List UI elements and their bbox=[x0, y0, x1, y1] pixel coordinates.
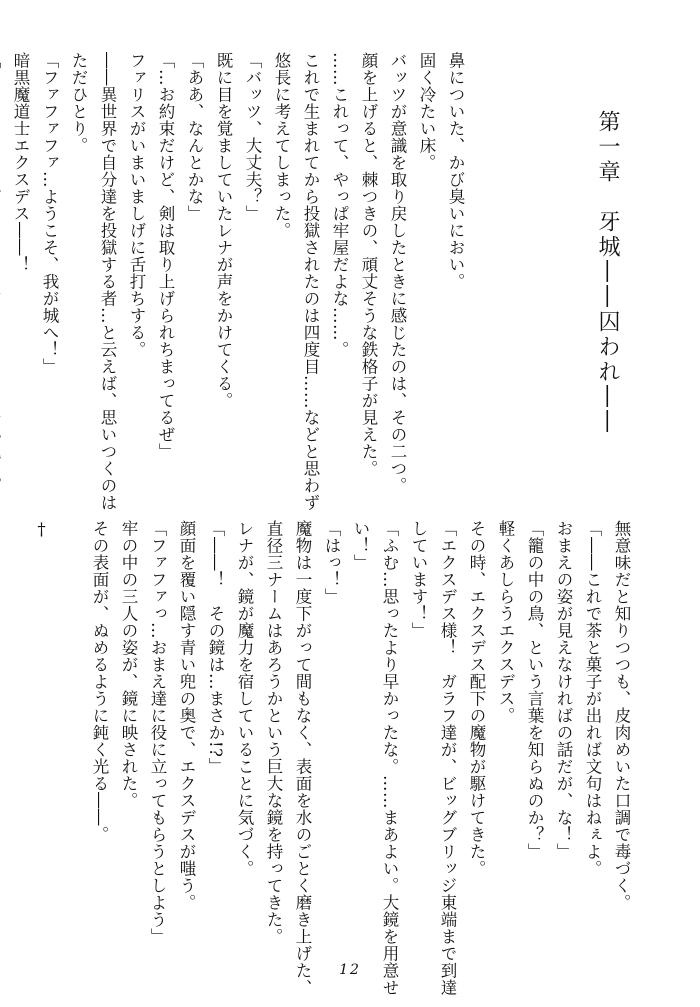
text-line: 「はっ！」 bbox=[322, 520, 341, 605]
text-line: 「…お約束だけど、剣は取り上げられちまってるぜ」 bbox=[156, 52, 175, 460]
text-line: 顔面を覆い隠す青い兜の奥で、エクスデスが嗤う。 bbox=[177, 520, 196, 911]
text-line: おまえの姿が見えなければの話だが、な！」 bbox=[554, 520, 573, 860]
text-line: ……これって、やっぱ牢屋だよな……。 bbox=[330, 52, 349, 358]
text-line: 悠長に考えてしまった。 bbox=[272, 52, 291, 239]
text-line: レナが、鏡が魔力を宿していることに気づく。 bbox=[235, 520, 254, 877]
text-line: 既に目を覚ましていたレナが声をかけてくる。 bbox=[214, 52, 233, 409]
text-line: 直径三ナームはあろうかという巨大な鏡を持ってきた。 bbox=[264, 520, 283, 945]
text-line: 「バッツ、大丈夫？」 bbox=[243, 52, 262, 222]
text-line: い！」 bbox=[351, 520, 370, 571]
text-line: しています！」 bbox=[409, 520, 428, 639]
page-number: 12 bbox=[339, 962, 361, 978]
text-line: これで生まれてから投獄されたのは四度目……などと思わず bbox=[301, 52, 320, 511]
text-line: 「――これで茶と菓子が出れば文句はねぇよ。 bbox=[583, 520, 602, 877]
text-line: 「ファファファ…ようこそ、我が城へ！」 bbox=[40, 52, 59, 375]
text-line: ただひとり。 bbox=[69, 52, 88, 154]
text-line: 魔物は一度下がって間もなく、表面を水のごとく磨き上げた、 bbox=[293, 520, 312, 996]
chapter-title: 第一章 牙城――囚われ―― bbox=[595, 110, 620, 435]
text-line bbox=[0, 520, 27, 940]
text-line: ファリスがいまいましげに舌打ちする。 bbox=[127, 52, 146, 358]
text-line: バッツが意識を取り戻したときに感じたのは、その二つ。 bbox=[388, 52, 407, 494]
text-line bbox=[56, 520, 85, 940]
text-line: 「ああ、なんとかな」 bbox=[185, 52, 204, 222]
text-line: 牢の中の三人の姿が、鏡に映された。 bbox=[119, 520, 138, 809]
text-line: 無意味だと知りつつも、皮肉めいた口調で毒づく。 bbox=[612, 520, 631, 911]
text-line: 顔を上げると、棘つきの、頑丈そうな鉄格子が見えた。 bbox=[359, 52, 378, 477]
text-line: 「エクスデス様！ ガラフ達が、ビッグブリッジ東端まで到達 bbox=[438, 520, 457, 996]
top-text-block bbox=[0, 52, 470, 511]
section-dagger: † bbox=[32, 520, 51, 540]
text-line: その時、エクスデス配下の魔物が駆けてきた。 bbox=[467, 520, 486, 877]
text-line: その表面が、ぬめるように鈍く光る――。 bbox=[90, 520, 109, 843]
text-line: 暗黒魔道士エクスデス――！ bbox=[11, 52, 30, 273]
text-line: 「ファファっ…おまえ達に役に立ってもらうとしよう」 bbox=[148, 520, 167, 945]
text-line: 軽くあしらうエクスデス。 bbox=[496, 520, 515, 724]
text-line: 「籠の中の鳥、という言葉を知らぬのか？」 bbox=[525, 520, 544, 860]
text-line: 鼻についた、かび臭いにおい。 bbox=[446, 52, 465, 290]
text-line bbox=[0, 52, 6, 472]
text-line: 固く冷たい床。 bbox=[417, 52, 436, 171]
text-line: 「ふむ…思ったより早かったな。……まあよい。大鏡を用意せ bbox=[380, 520, 399, 996]
text-line: 「――！ その鏡は…まさか!?」 bbox=[206, 520, 225, 775]
text-line: ――異世界で自分達を投獄する者…と云えば、思いつくのは bbox=[98, 52, 117, 511]
